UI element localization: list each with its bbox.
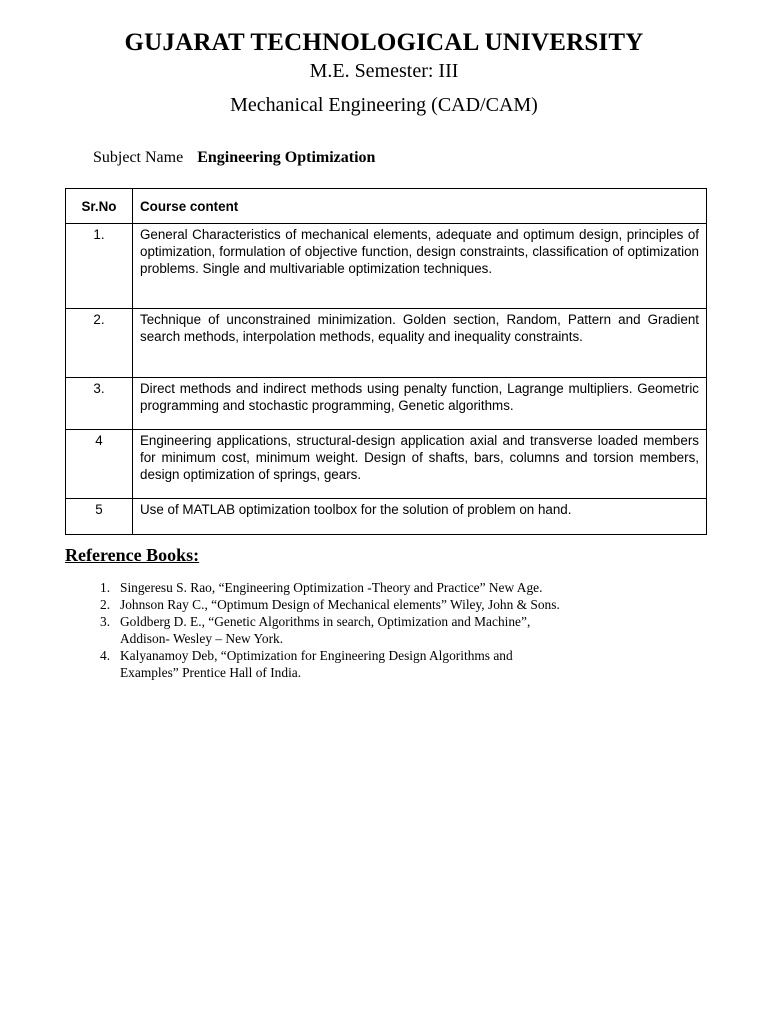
row-content: Direct methods and indirect methods using penalty function, Lagrange multipliers. Geometric programming and stochastic programming, Genetic algorithms. xyxy=(133,378,707,430)
reference-text-continued: Examples” Prentice Hall of India. xyxy=(120,665,302,680)
row-content: Engineering applications, structural-design application axial and transverse loaded members for minimum cost, minimum weight. Design of shafts, bars, columns and torsion members, design optimization of springs, gears. xyxy=(133,430,707,499)
reference-number: 4. xyxy=(100,648,111,663)
list-item xyxy=(100,579,700,596)
document-header xyxy=(0,28,768,118)
row-content: General Characteristics of mechanical elements, adequate and optimum design, principles of optimization, formulation of objective function, design constraints, classification of optimization problems. Single and multivariable optimization techniques. xyxy=(133,224,707,309)
row-number: 2. xyxy=(66,309,133,378)
list-item xyxy=(100,596,700,613)
reference-text: Goldberg D. E., “Genetic Algorithms in search, Optimization and Machine”, xyxy=(120,614,531,629)
row-content: Use of MATLAB optimization toolbox for the solution of problem on hand. xyxy=(133,499,707,535)
reference-number: 2. xyxy=(100,597,111,612)
row-number: 1. xyxy=(66,224,133,309)
reference-text: Johnson Ray C., “Optimum Design of Mechanical elements” Wiley, John & Sons. xyxy=(120,597,560,612)
column-header-srno: Sr.No xyxy=(66,189,133,224)
row-number: 5 xyxy=(66,499,133,535)
reference-number: 1. xyxy=(100,580,111,595)
column-header-course-content: Course content xyxy=(133,189,707,224)
list-item xyxy=(100,613,700,647)
semester-line: M.E. Semester: III xyxy=(309,60,459,82)
row-number: 4 xyxy=(66,430,133,499)
university-title: GUJARAT TECHNOLOGICAL UNIVERSITY xyxy=(124,29,644,56)
row-content: Technique of unconstrained minimization. Golden section, Random, Pattern and Gradient search methods, interpolation methods, equality and inequality constraints. xyxy=(133,309,707,378)
table-row xyxy=(66,224,707,309)
subject-name-row xyxy=(93,148,375,168)
reference-books-heading: Reference Books: xyxy=(65,545,200,565)
table-row xyxy=(66,430,707,499)
subject-name-value: Engineering Optimization xyxy=(197,149,376,166)
reference-text: Kalyanamoy Deb, “Optimization for Engineering Design Algorithms and xyxy=(120,648,513,663)
subject-name-label: Subject Name xyxy=(93,149,184,166)
branch-line: Mechanical Engineering (CAD/CAM) xyxy=(230,94,538,116)
row-number: 3. xyxy=(66,378,133,430)
course-content-table xyxy=(65,188,707,535)
table-row xyxy=(66,378,707,430)
reference-books-list xyxy=(100,579,700,681)
reference-text-continued: Addison- Wesley – New York. xyxy=(120,631,284,646)
reference-text: Singeresu S. Rao, “Engineering Optimization -Theory and Practice” New Age. xyxy=(120,580,543,595)
table-row xyxy=(66,309,707,378)
list-item xyxy=(100,647,700,681)
table-row xyxy=(66,499,707,535)
table-header-row xyxy=(66,189,707,224)
reference-number: 3. xyxy=(100,614,111,629)
